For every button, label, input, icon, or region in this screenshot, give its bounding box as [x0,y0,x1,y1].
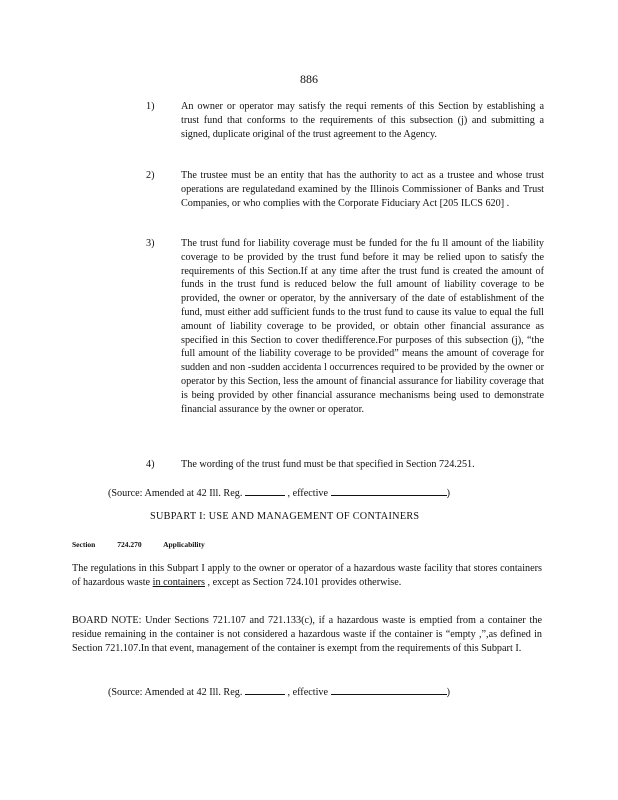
page-number: 886 [300,72,318,86]
source-mid: , effective [287,687,329,698]
blank-line [245,684,285,695]
item-text: An owner or operator may satisfy the requi rements of this Section by establishing a trust fund that conforms to the requirements of this subsection (j) and submitting a signed, duplicate original of the trust agreement to the Agency. [181,101,544,140]
blank-line [245,485,285,496]
item-number: 1) [146,101,155,112]
section-label: Section [72,540,96,549]
source-note [108,684,450,698]
source-suffix: ) [446,488,450,499]
item-number: 3) [146,238,155,249]
list-item [146,169,544,210]
paragraph-text: , except as Section 724.101 provides otherwise. [204,576,402,588]
blank-line [331,684,447,695]
source-mid: , effective [287,488,329,499]
list-item [146,100,544,141]
item-text: The trust fund for liability coverage must be funded for the fu ll amount of the liability coverage to be provided by the trust fund before it may be relied upon to satisfy the requirements of this Section.If at any time after the trust fund is created the amount of funds in the trust fund is reduced below the full amount of liability coverage to be provided, the owner or operator, by the anniversary of the date of establishment of the fund, must either add sufficient funds to the trust fund to cause its value to equal the full amount of liability coverage to be provided, or obtain other financial assurance as specified in this Section to cover thedifference.For purposes of this subsection (j), “the full amount of the liability coverage to be provided” means the amount of coverage for sudden and non -sudden accidenta l occurrences required to be provided by the owner or operator by this Section, less the amount of financial assurance for liability coverage that is being provided by other financial assurance mechanisms being used to demonstrate financial assurance by the owner or operator. [181,238,544,415]
source-suffix: ) [446,687,450,698]
section-heading [72,540,225,549]
section-number: 724.270 [117,540,142,549]
board-note: BOARD NOTE: Under Sections 721.107 and 721.133(c), if a hazardous waste is emptied from a container the residue remaining in the container is not considered a hazardous waste if the container is “empty ,”,as defined in Section 721.107.In that event, management of the container is exempt from the requirements of this Subpart I. [72,615,542,654]
item-number: 2) [146,170,155,181]
blank-line [331,485,447,496]
section-title: Applicability [163,540,205,549]
item-text: The wording of the trust fund must be that specified in Section 724.251. [181,459,475,470]
source-note [108,485,450,499]
list-item [146,458,544,472]
item-text: The trustee must be an entity that has the authority to act as a trustee and whose trust operations are regulatedand examined by the Illinois Commissioner of Banks and Trust Companies, or who complies with the Corporate Fiduciary Act [205 ILCS 620] . [181,170,544,209]
source-prefix: (Source: Amended at 42 Ill. Reg. [108,488,243,499]
applicability-paragraph [72,562,542,590]
underlined-text: in containers [152,576,205,588]
item-number: 4) [146,459,155,470]
subpart-heading: SUBPART I: USE AND MANAGEMENT OF CONTAINERS [150,511,420,522]
paragraph-text: The regulations in this Subpart I apply to the owner or operator of a hazardous waste facility that stores containers of hazardous waste [72,563,542,588]
list-item [146,237,544,416]
source-prefix: (Source: Amended at 42 Ill. Reg. [108,687,243,698]
